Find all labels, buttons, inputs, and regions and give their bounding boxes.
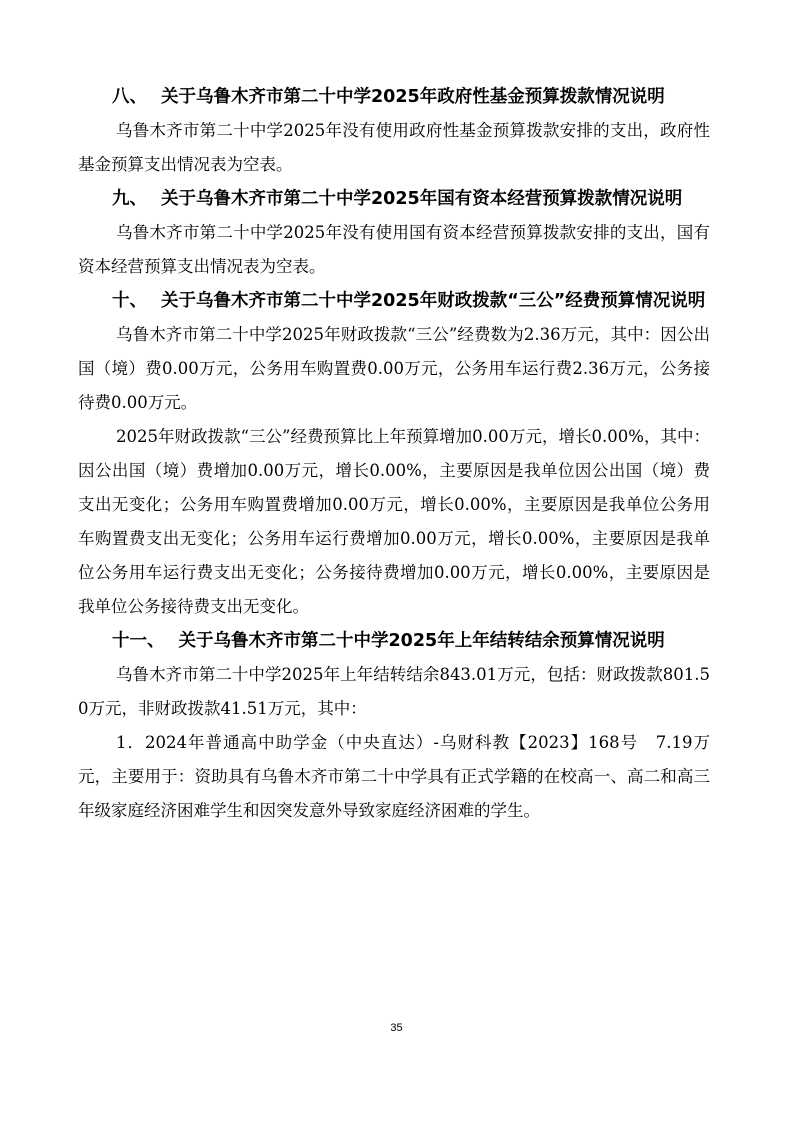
section-heading-11 [78, 624, 710, 658]
section-number: 九、 [112, 189, 147, 209]
document-body [78, 80, 710, 828]
section-number: 十一、 [112, 631, 165, 651]
section-title: 关于乌鲁木齐市第二十中学2025年政府性基金预算拨款情况说明 [161, 87, 665, 107]
section-title: 关于乌鲁木齐市第二十中学2025年财政拨款“三公”经费预算情况说明 [161, 291, 706, 311]
paragraph: 1．2024年普通高中助学金（中央直达）-乌财科教【2023】168号 7.19万元，主要用于：资助具有乌鲁木齐市第二十中学具有正式学籍的在校高一、高二和高三年级家庭经济困难学生和因突发意外导致家庭经济困难的学生。 [78, 733, 710, 820]
paragraph: 乌鲁木齐市第二十中学2025年没有使用政府性基金预算拨款安排的支出，政府性基金预算支出情况表为空表。 [78, 121, 710, 174]
page-number: 35 [390, 1022, 403, 1034]
paragraph: 乌鲁木齐市第二十中学2025年上年结转结余843.01万元，包括：财政拨款801.50万元，非财政拨款41.51万元，其中： [78, 665, 710, 718]
section-title: 关于乌鲁木齐市第二十中学2025年国有资本经营预算拨款情况说明 [161, 189, 683, 209]
section-heading-9 [78, 182, 710, 216]
section-title: 关于乌鲁木齐市第二十中学2025年上年结转结余预算情况说明 [178, 631, 665, 651]
section-heading-8 [78, 80, 710, 114]
paragraph: 乌鲁木齐市第二十中学2025年没有使用国有资本经营预算拨款安排的支出，国有资本经营预算支出情况表为空表。 [78, 223, 710, 276]
paragraph: 乌鲁木齐市第二十中学2025年财政拨款“三公”经费数为2.36万元，其中：因公出国（境）费0.00万元，公务用车购置费0.00万元，公务用车运行费2.36万元，公务接待费0.00万元。 [78, 325, 710, 412]
section-number: 十、 [112, 291, 147, 311]
section-number: 八、 [112, 87, 147, 107]
section-heading-10 [78, 284, 710, 318]
paragraph: 2025年财政拨款“三公”经费预算比上年预算增加0.00万元，增长0.00%，其中：因公出国（境）费增加0.00万元，增长0.00%，主要原因是我单位因公出国（境）费支出无变化；公务用车购置费增加0.00万元，增长0.00%，主要原因是我单位公务用车购置费支出无变化；公务用车运行费增加0.00万元，增长0.00%，主要原因是我单位公务用车运行费支出无变化；公务接待费增加0.00万元，增长0.00%，主要原因是我单位公务接待费支出无变化。 [78, 427, 710, 616]
